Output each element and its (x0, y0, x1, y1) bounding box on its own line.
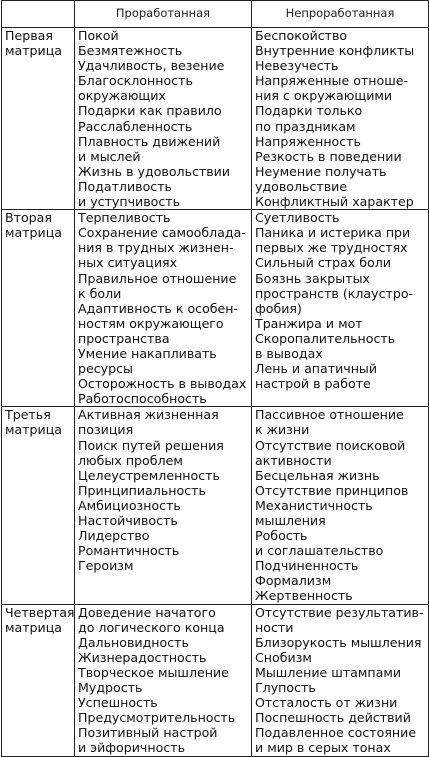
row-label (2, 210, 75, 407)
worked-line: Подарки как правило (78, 103, 222, 119)
unworked-line: удовольствие (255, 178, 348, 194)
unworked-cell (252, 28, 429, 210)
worked-line: Удачливость, везение (78, 58, 225, 74)
worked-line: Принципиальность (78, 482, 206, 498)
unworked-line: Отсталость от жизни (255, 695, 398, 711)
table-row (2, 407, 429, 604)
unworked-cell (252, 210, 429, 407)
table-row (2, 210, 429, 407)
unworked-line: Подчиненность (255, 558, 359, 574)
header-unworked: Непроработанная (252, 1, 429, 28)
label-line: Первая (5, 28, 53, 43)
unworked-line: Отсутствие принципов (255, 482, 409, 498)
worked-line: Поиск путей решения (78, 437, 224, 453)
label-line: матрица (5, 619, 63, 635)
unworked-line: Напряженность (255, 133, 361, 149)
row-label (2, 604, 75, 756)
worked-line: Благосклонность (78, 73, 193, 89)
worked-line: Лидерство (78, 528, 150, 544)
worked-line: и уступчивость (78, 194, 181, 210)
worked-line: Податливость (78, 178, 172, 194)
unworked-line: и мир в серых тонах (255, 740, 391, 756)
unworked-line: Резкость в поведении (255, 148, 402, 164)
unworked-line: по праздникам (255, 118, 356, 134)
worked-line: Творческое мышление (78, 664, 229, 680)
worked-line: Умение накапливать (78, 345, 217, 361)
worked-line: Осторожность в выводах (78, 376, 247, 392)
worked-line: Настойчивость (78, 513, 178, 528)
unworked-line: Отсутствие результатив- (255, 604, 424, 620)
worked-line: любых проблем (78, 452, 183, 468)
row-label (2, 407, 75, 604)
unworked-line: Скоропалительность (255, 330, 396, 346)
unworked-line: фобия) (255, 300, 302, 316)
unworked-line: Внутренние конфликты (255, 43, 415, 59)
unworked-line: Мышление штампами (255, 664, 402, 680)
table-row (2, 604, 429, 756)
worked-line: Романтичность (78, 543, 180, 559)
unworked-line: Снобизм (255, 649, 312, 665)
header-empty-cell (2, 1, 75, 28)
unworked-line: Конфликтный характер (255, 194, 414, 210)
worked-cell (75, 407, 252, 604)
unworked-line: Механистичность (255, 497, 373, 513)
unworked-line: настрой в работе (255, 376, 371, 392)
worked-line: окружающих (78, 88, 166, 104)
worked-line: ных ситуациях (78, 255, 178, 271)
worked-line: к боли (78, 285, 122, 301)
worked-line: ностям окружающего (78, 315, 224, 331)
unworked-line: Суетливость (255, 210, 340, 226)
unworked-line: мышления (255, 513, 326, 528)
table-header-row (2, 1, 429, 28)
worked-line: ресурсы (78, 361, 133, 377)
unworked-line: Невезучесть (255, 58, 339, 74)
label-line: матрица (5, 422, 63, 438)
worked-line: Плавность движений (78, 133, 221, 149)
worked-line: Целеустремленность (78, 467, 220, 483)
unworked-line: Робость (255, 528, 308, 544)
unworked-line: Формализм (255, 573, 332, 589)
unworked-line: Сильный страх боли (255, 255, 391, 271)
worked-line: Жизнерадостность (78, 649, 207, 665)
label-line: матрица (5, 43, 63, 59)
unworked-line: ния с окружающими (255, 88, 393, 104)
unworked-line: Поспешность действий (255, 710, 411, 726)
table-row (2, 28, 429, 210)
unworked-line: Подарки только (255, 103, 363, 119)
worked-line: ния в трудных жизнен- (78, 240, 234, 256)
unworked-cell (252, 407, 429, 604)
unworked-line: пространств (клаустро- (255, 285, 414, 301)
worked-line: Позитивный настрой (78, 725, 218, 741)
unworked-line: Лень и апатичный (255, 361, 378, 377)
worked-line: Успешность (78, 695, 158, 711)
label-line: Третья (5, 407, 51, 423)
worked-line: Амбициозность (78, 497, 181, 513)
unworked-line: в выводах (255, 345, 323, 361)
worked-line: Сохранение самооблада- (78, 225, 246, 241)
unworked-line: Неумение получать (255, 163, 387, 179)
unworked-line: Подавленное состояние (255, 725, 417, 741)
worked-line: до логического конца (78, 619, 225, 635)
unworked-line: ности (255, 619, 294, 635)
label-line: Вторая (5, 210, 52, 226)
unworked-line: к жизни (255, 422, 310, 438)
worked-line: Адаптивность к особен- (78, 300, 239, 316)
matrix-comparison-table (1, 0, 429, 757)
worked-cell (75, 604, 252, 756)
unworked-line: Боязнь закрытых (255, 270, 370, 286)
worked-line: Терпеливость (78, 210, 171, 226)
unworked-line: первых же трудностях (255, 240, 408, 256)
worked-line: Дальновидность (78, 634, 189, 650)
worked-line: Расслабленность (78, 118, 193, 134)
worked-line: Активная жизненная (78, 407, 219, 423)
worked-line: Работоспособность (78, 391, 207, 407)
worked-line: и эйфоричность (78, 740, 185, 756)
unworked-cell (252, 604, 429, 756)
worked-cell (75, 28, 252, 210)
unworked-line: Транжира и мот (255, 315, 363, 331)
worked-line: Безмятежность (78, 43, 183, 59)
worked-line: Героизм (78, 558, 134, 574)
worked-line: Предусмотрительность (78, 710, 236, 726)
unworked-line: Бесцельная жизнь (255, 467, 380, 483)
unworked-line: Близорукость мышления (255, 634, 422, 650)
worked-line: Мудрость (78, 680, 143, 696)
unworked-line: Беспокойство (255, 28, 348, 43)
unworked-line: Паника и истерика при (255, 225, 411, 241)
unworked-line: Жертвенность (255, 588, 353, 604)
unworked-line: Отсутствие поисковой (255, 437, 406, 453)
unworked-line: Пассивное отношение (255, 407, 404, 423)
unworked-line: активности (255, 452, 332, 468)
worked-line: и мыслей (78, 148, 141, 164)
worked-line: Жизнь в удовольствии (78, 163, 231, 179)
worked-line: пространства (78, 330, 170, 346)
label-line: Четвертая (5, 604, 75, 620)
unworked-line: и соглашательство (255, 543, 384, 559)
header-worked: Проработанная (75, 1, 252, 28)
worked-line: Доведение начатого (78, 604, 216, 620)
label-line: матрица (5, 225, 63, 241)
worked-line: позиция (78, 422, 134, 438)
worked-line: Покой (78, 28, 119, 43)
worked-line: Правильное отношение (78, 270, 237, 286)
worked-cell (75, 210, 252, 407)
unworked-line: Напряженные отноше- (255, 73, 409, 89)
unworked-line: Глупость (255, 680, 316, 696)
row-label (2, 28, 75, 210)
